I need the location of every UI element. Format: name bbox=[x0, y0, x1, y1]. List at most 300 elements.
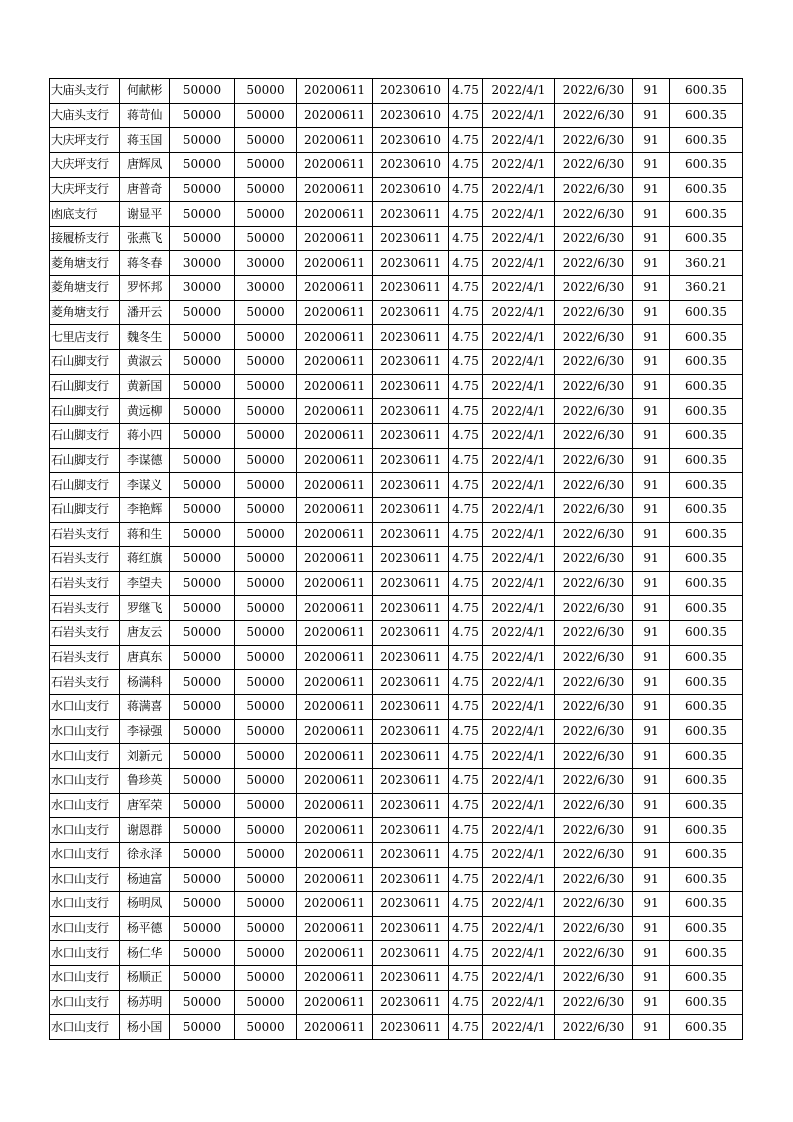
name-cell: 杨平德 bbox=[120, 916, 170, 941]
days-cell: 91 bbox=[633, 892, 670, 917]
branch-cell: 水口山支行 bbox=[50, 966, 120, 991]
period-end-cell: 2022/6/30 bbox=[555, 325, 633, 350]
interest-cell: 600.35 bbox=[670, 793, 743, 818]
rate-cell: 4.75 bbox=[449, 177, 483, 202]
days-cell: 91 bbox=[633, 547, 670, 572]
name-cell: 蒋冬春 bbox=[120, 251, 170, 276]
period-end-cell: 2022/6/30 bbox=[555, 719, 633, 744]
days-cell: 91 bbox=[633, 818, 670, 843]
name-cell: 李望夫 bbox=[120, 571, 170, 596]
balance-cell: 50000 bbox=[235, 522, 297, 547]
period-end-cell: 2022/6/30 bbox=[555, 423, 633, 448]
period-end-cell: 2022/6/30 bbox=[555, 448, 633, 473]
start-date-cell: 20200611 bbox=[297, 793, 373, 818]
period-start-cell: 2022/4/1 bbox=[483, 818, 555, 843]
period-start-cell: 2022/4/1 bbox=[483, 473, 555, 498]
table-row bbox=[50, 128, 743, 153]
period-start-cell: 2022/4/1 bbox=[483, 966, 555, 991]
branch-cell: 水口山支行 bbox=[50, 768, 120, 793]
loan-amount-cell: 50000 bbox=[170, 621, 235, 646]
period-end-cell: 2022/6/30 bbox=[555, 966, 633, 991]
interest-cell: 600.35 bbox=[670, 1015, 743, 1040]
end-date-cell: 20230610 bbox=[373, 79, 449, 104]
branch-cell: 石岩头支行 bbox=[50, 670, 120, 695]
rate-cell: 4.75 bbox=[449, 497, 483, 522]
period-end-cell: 2022/6/30 bbox=[555, 473, 633, 498]
rate-cell: 4.75 bbox=[449, 473, 483, 498]
end-date-cell: 20230611 bbox=[373, 892, 449, 917]
interest-cell: 600.35 bbox=[670, 79, 743, 104]
interest-cell: 600.35 bbox=[670, 300, 743, 325]
end-date-cell: 20230611 bbox=[373, 768, 449, 793]
end-date-cell: 20230611 bbox=[373, 325, 449, 350]
start-date-cell: 20200611 bbox=[297, 325, 373, 350]
days-cell: 91 bbox=[633, 571, 670, 596]
period-end-cell: 2022/6/30 bbox=[555, 350, 633, 375]
end-date-cell: 20230610 bbox=[373, 128, 449, 153]
loan-amount-cell: 50000 bbox=[170, 325, 235, 350]
period-start-cell: 2022/4/1 bbox=[483, 941, 555, 966]
days-cell: 91 bbox=[633, 596, 670, 621]
start-date-cell: 20200611 bbox=[297, 128, 373, 153]
balance-cell: 50000 bbox=[235, 645, 297, 670]
start-date-cell: 20200611 bbox=[297, 571, 373, 596]
interest-cell: 600.35 bbox=[670, 670, 743, 695]
days-cell: 91 bbox=[633, 276, 670, 301]
branch-cell: 水口山支行 bbox=[50, 916, 120, 941]
days-cell: 91 bbox=[633, 202, 670, 227]
loan-amount-cell: 50000 bbox=[170, 300, 235, 325]
period-start-cell: 2022/4/1 bbox=[483, 768, 555, 793]
balance-cell: 50000 bbox=[235, 128, 297, 153]
days-cell: 91 bbox=[633, 621, 670, 646]
rate-cell: 4.75 bbox=[449, 103, 483, 128]
start-date-cell: 20200611 bbox=[297, 522, 373, 547]
table-row bbox=[50, 350, 743, 375]
table-row bbox=[50, 522, 743, 547]
start-date-cell: 20200611 bbox=[297, 226, 373, 251]
name-cell: 蒋苛仙 bbox=[120, 103, 170, 128]
start-date-cell: 20200611 bbox=[297, 621, 373, 646]
loan-amount-cell: 50000 bbox=[170, 448, 235, 473]
name-cell: 李谋德 bbox=[120, 448, 170, 473]
table-row bbox=[50, 768, 743, 793]
days-cell: 91 bbox=[633, 522, 670, 547]
balance-cell: 50000 bbox=[235, 423, 297, 448]
days-cell: 91 bbox=[633, 350, 670, 375]
days-cell: 91 bbox=[633, 867, 670, 892]
table-row bbox=[50, 645, 743, 670]
end-date-cell: 20230611 bbox=[373, 621, 449, 646]
rate-cell: 4.75 bbox=[449, 621, 483, 646]
end-date-cell: 20230611 bbox=[373, 276, 449, 301]
period-end-cell: 2022/6/30 bbox=[555, 399, 633, 424]
table-row bbox=[50, 916, 743, 941]
rate-cell: 4.75 bbox=[449, 596, 483, 621]
balance-cell: 30000 bbox=[235, 251, 297, 276]
period-end-cell: 2022/6/30 bbox=[555, 276, 633, 301]
interest-cell: 600.35 bbox=[670, 325, 743, 350]
loan-amount-cell: 50000 bbox=[170, 744, 235, 769]
rate-cell: 4.75 bbox=[449, 744, 483, 769]
name-cell: 刘新元 bbox=[120, 744, 170, 769]
table-row bbox=[50, 276, 743, 301]
end-date-cell: 20230611 bbox=[373, 251, 449, 276]
period-end-cell: 2022/6/30 bbox=[555, 251, 633, 276]
name-cell: 唐友云 bbox=[120, 621, 170, 646]
loan-amount-cell: 50000 bbox=[170, 966, 235, 991]
loan-amount-cell: 50000 bbox=[170, 399, 235, 424]
period-start-cell: 2022/4/1 bbox=[483, 497, 555, 522]
name-cell: 杨满科 bbox=[120, 670, 170, 695]
start-date-cell: 20200611 bbox=[297, 768, 373, 793]
end-date-cell: 20230610 bbox=[373, 103, 449, 128]
days-cell: 91 bbox=[633, 941, 670, 966]
rate-cell: 4.75 bbox=[449, 202, 483, 227]
loan-amount-cell: 50000 bbox=[170, 177, 235, 202]
days-cell: 91 bbox=[633, 399, 670, 424]
end-date-cell: 20230611 bbox=[373, 423, 449, 448]
interest-cell: 600.35 bbox=[670, 768, 743, 793]
days-cell: 91 bbox=[633, 152, 670, 177]
branch-cell: 七里店支行 bbox=[50, 325, 120, 350]
interest-cell: 600.35 bbox=[670, 128, 743, 153]
interest-cell: 600.35 bbox=[670, 695, 743, 720]
balance-cell: 50000 bbox=[235, 719, 297, 744]
balance-cell: 50000 bbox=[235, 325, 297, 350]
table-row bbox=[50, 596, 743, 621]
days-cell: 91 bbox=[633, 916, 670, 941]
period-end-cell: 2022/6/30 bbox=[555, 695, 633, 720]
end-date-cell: 20230611 bbox=[373, 596, 449, 621]
start-date-cell: 20200611 bbox=[297, 990, 373, 1015]
branch-cell: 菱角塘支行 bbox=[50, 276, 120, 301]
rate-cell: 4.75 bbox=[449, 719, 483, 744]
period-end-cell: 2022/6/30 bbox=[555, 990, 633, 1015]
period-end-cell: 2022/6/30 bbox=[555, 744, 633, 769]
table-row bbox=[50, 79, 743, 104]
table-row bbox=[50, 423, 743, 448]
loan-amount-cell: 50000 bbox=[170, 916, 235, 941]
rate-cell: 4.75 bbox=[449, 867, 483, 892]
days-cell: 91 bbox=[633, 670, 670, 695]
branch-cell: 水口山支行 bbox=[50, 842, 120, 867]
start-date-cell: 20200611 bbox=[297, 966, 373, 991]
loan-amount-cell: 50000 bbox=[170, 695, 235, 720]
balance-cell: 50000 bbox=[235, 300, 297, 325]
table-row bbox=[50, 473, 743, 498]
end-date-cell: 20230611 bbox=[373, 226, 449, 251]
end-date-cell: 20230610 bbox=[373, 152, 449, 177]
period-start-cell: 2022/4/1 bbox=[483, 226, 555, 251]
interest-cell: 600.35 bbox=[670, 941, 743, 966]
days-cell: 91 bbox=[633, 177, 670, 202]
rate-cell: 4.75 bbox=[449, 128, 483, 153]
end-date-cell: 20230611 bbox=[373, 571, 449, 596]
name-cell: 唐辉凤 bbox=[120, 152, 170, 177]
period-end-cell: 2022/6/30 bbox=[555, 621, 633, 646]
table-body bbox=[50, 79, 743, 1040]
period-start-cell: 2022/4/1 bbox=[483, 547, 555, 572]
branch-cell: 水口山支行 bbox=[50, 990, 120, 1015]
period-end-cell: 2022/6/30 bbox=[555, 152, 633, 177]
end-date-cell: 20230611 bbox=[373, 941, 449, 966]
period-start-cell: 2022/4/1 bbox=[483, 350, 555, 375]
start-date-cell: 20200611 bbox=[297, 547, 373, 572]
balance-cell: 50000 bbox=[235, 399, 297, 424]
loan-amount-cell: 50000 bbox=[170, 670, 235, 695]
period-start-cell: 2022/4/1 bbox=[483, 325, 555, 350]
balance-cell: 50000 bbox=[235, 1015, 297, 1040]
name-cell: 李谋义 bbox=[120, 473, 170, 498]
start-date-cell: 20200611 bbox=[297, 842, 373, 867]
interest-cell: 600.35 bbox=[670, 177, 743, 202]
balance-cell: 50000 bbox=[235, 818, 297, 843]
interest-cell: 600.35 bbox=[670, 744, 743, 769]
loan-amount-cell: 50000 bbox=[170, 719, 235, 744]
balance-cell: 50000 bbox=[235, 966, 297, 991]
end-date-cell: 20230611 bbox=[373, 497, 449, 522]
balance-cell: 50000 bbox=[235, 768, 297, 793]
table-row bbox=[50, 793, 743, 818]
rate-cell: 4.75 bbox=[449, 79, 483, 104]
branch-cell: 水口山支行 bbox=[50, 1015, 120, 1040]
period-start-cell: 2022/4/1 bbox=[483, 300, 555, 325]
days-cell: 91 bbox=[633, 695, 670, 720]
start-date-cell: 20200611 bbox=[297, 670, 373, 695]
days-cell: 91 bbox=[633, 251, 670, 276]
table-row bbox=[50, 374, 743, 399]
loan-amount-cell: 50000 bbox=[170, 423, 235, 448]
table-row bbox=[50, 892, 743, 917]
interest-cell: 600.35 bbox=[670, 916, 743, 941]
start-date-cell: 20200611 bbox=[297, 448, 373, 473]
branch-cell: 水口山支行 bbox=[50, 744, 120, 769]
name-cell: 黄远柳 bbox=[120, 399, 170, 424]
branch-cell: 石山脚支行 bbox=[50, 374, 120, 399]
branch-cell: 大庆坪支行 bbox=[50, 128, 120, 153]
period-end-cell: 2022/6/30 bbox=[555, 300, 633, 325]
period-end-cell: 2022/6/30 bbox=[555, 941, 633, 966]
start-date-cell: 20200611 bbox=[297, 497, 373, 522]
table-row bbox=[50, 300, 743, 325]
days-cell: 91 bbox=[633, 128, 670, 153]
branch-cell: 水口山支行 bbox=[50, 818, 120, 843]
name-cell: 唐普奇 bbox=[120, 177, 170, 202]
interest-cell: 600.35 bbox=[670, 547, 743, 572]
branch-cell: 水口山支行 bbox=[50, 867, 120, 892]
rate-cell: 4.75 bbox=[449, 990, 483, 1015]
start-date-cell: 20200611 bbox=[297, 719, 373, 744]
name-cell: 张燕飞 bbox=[120, 226, 170, 251]
days-cell: 91 bbox=[633, 768, 670, 793]
branch-cell: 菱角塘支行 bbox=[50, 251, 120, 276]
end-date-cell: 20230611 bbox=[373, 793, 449, 818]
days-cell: 91 bbox=[633, 325, 670, 350]
loan-amount-cell: 30000 bbox=[170, 276, 235, 301]
period-start-cell: 2022/4/1 bbox=[483, 128, 555, 153]
period-end-cell: 2022/6/30 bbox=[555, 596, 633, 621]
period-start-cell: 2022/4/1 bbox=[483, 842, 555, 867]
name-cell: 杨小国 bbox=[120, 1015, 170, 1040]
interest-cell: 600.35 bbox=[670, 990, 743, 1015]
end-date-cell: 20230611 bbox=[373, 547, 449, 572]
branch-cell: 水口山支行 bbox=[50, 793, 120, 818]
days-cell: 91 bbox=[633, 842, 670, 867]
loan-amount-cell: 50000 bbox=[170, 941, 235, 966]
start-date-cell: 20200611 bbox=[297, 300, 373, 325]
interest-cell: 600.35 bbox=[670, 399, 743, 424]
loan-amount-cell: 50000 bbox=[170, 892, 235, 917]
loan-amount-cell: 50000 bbox=[170, 374, 235, 399]
period-end-cell: 2022/6/30 bbox=[555, 177, 633, 202]
table-row bbox=[50, 867, 743, 892]
days-cell: 91 bbox=[633, 448, 670, 473]
period-start-cell: 2022/4/1 bbox=[483, 522, 555, 547]
balance-cell: 50000 bbox=[235, 350, 297, 375]
period-start-cell: 2022/4/1 bbox=[483, 596, 555, 621]
branch-cell: 大庙头支行 bbox=[50, 79, 120, 104]
rate-cell: 4.75 bbox=[449, 251, 483, 276]
period-end-cell: 2022/6/30 bbox=[555, 522, 633, 547]
rate-cell: 4.75 bbox=[449, 152, 483, 177]
table-row bbox=[50, 399, 743, 424]
period-end-cell: 2022/6/30 bbox=[555, 202, 633, 227]
balance-cell: 50000 bbox=[235, 892, 297, 917]
interest-cell: 600.35 bbox=[670, 571, 743, 596]
loan-amount-cell: 50000 bbox=[170, 79, 235, 104]
balance-cell: 50000 bbox=[235, 990, 297, 1015]
name-cell: 杨仁华 bbox=[120, 941, 170, 966]
name-cell: 蒋满喜 bbox=[120, 695, 170, 720]
rate-cell: 4.75 bbox=[449, 892, 483, 917]
loan-amount-cell: 50000 bbox=[170, 152, 235, 177]
table-row bbox=[50, 621, 743, 646]
interest-cell: 600.35 bbox=[670, 374, 743, 399]
period-start-cell: 2022/4/1 bbox=[483, 1015, 555, 1040]
period-start-cell: 2022/4/1 bbox=[483, 793, 555, 818]
branch-cell: 石岩头支行 bbox=[50, 621, 120, 646]
period-start-cell: 2022/4/1 bbox=[483, 423, 555, 448]
balance-cell: 50000 bbox=[235, 226, 297, 251]
balance-cell: 50000 bbox=[235, 941, 297, 966]
interest-cell: 600.35 bbox=[670, 842, 743, 867]
rate-cell: 4.75 bbox=[449, 300, 483, 325]
rate-cell: 4.75 bbox=[449, 448, 483, 473]
start-date-cell: 20200611 bbox=[297, 202, 373, 227]
interest-cell: 600.35 bbox=[670, 152, 743, 177]
start-date-cell: 20200611 bbox=[297, 645, 373, 670]
rate-cell: 4.75 bbox=[449, 916, 483, 941]
start-date-cell: 20200611 bbox=[297, 79, 373, 104]
table-row bbox=[50, 448, 743, 473]
rate-cell: 4.75 bbox=[449, 374, 483, 399]
name-cell: 蒋玉国 bbox=[120, 128, 170, 153]
branch-cell: 石岩头支行 bbox=[50, 645, 120, 670]
interest-cell: 600.35 bbox=[670, 522, 743, 547]
period-start-cell: 2022/4/1 bbox=[483, 448, 555, 473]
rate-cell: 4.75 bbox=[449, 670, 483, 695]
table-row bbox=[50, 571, 743, 596]
days-cell: 91 bbox=[633, 103, 670, 128]
period-end-cell: 2022/6/30 bbox=[555, 892, 633, 917]
period-start-cell: 2022/4/1 bbox=[483, 621, 555, 646]
name-cell: 蒋红旗 bbox=[120, 547, 170, 572]
rate-cell: 4.75 bbox=[449, 399, 483, 424]
end-date-cell: 20230611 bbox=[373, 448, 449, 473]
balance-cell: 50000 bbox=[235, 916, 297, 941]
branch-cell: 凼底支行 bbox=[50, 202, 120, 227]
balance-cell: 50000 bbox=[235, 842, 297, 867]
table-row bbox=[50, 966, 743, 991]
start-date-cell: 20200611 bbox=[297, 103, 373, 128]
rate-cell: 4.75 bbox=[449, 547, 483, 572]
table-row bbox=[50, 842, 743, 867]
days-cell: 91 bbox=[633, 966, 670, 991]
period-end-cell: 2022/6/30 bbox=[555, 1015, 633, 1040]
end-date-cell: 20230611 bbox=[373, 990, 449, 1015]
name-cell: 杨迪富 bbox=[120, 867, 170, 892]
name-cell: 鲁珍英 bbox=[120, 768, 170, 793]
loan-amount-cell: 50000 bbox=[170, 103, 235, 128]
period-end-cell: 2022/6/30 bbox=[555, 374, 633, 399]
table-row bbox=[50, 670, 743, 695]
branch-cell: 石山脚支行 bbox=[50, 497, 120, 522]
end-date-cell: 20230611 bbox=[373, 867, 449, 892]
period-start-cell: 2022/4/1 bbox=[483, 867, 555, 892]
period-end-cell: 2022/6/30 bbox=[555, 793, 633, 818]
days-cell: 91 bbox=[633, 423, 670, 448]
interest-cell: 600.35 bbox=[670, 350, 743, 375]
table-row bbox=[50, 719, 743, 744]
name-cell: 蒋小四 bbox=[120, 423, 170, 448]
days-cell: 91 bbox=[633, 719, 670, 744]
interest-cell: 600.35 bbox=[670, 448, 743, 473]
name-cell: 谢恩群 bbox=[120, 818, 170, 843]
start-date-cell: 20200611 bbox=[297, 892, 373, 917]
rate-cell: 4.75 bbox=[449, 941, 483, 966]
loan-amount-cell: 50000 bbox=[170, 842, 235, 867]
period-end-cell: 2022/6/30 bbox=[555, 768, 633, 793]
balance-cell: 50000 bbox=[235, 202, 297, 227]
name-cell: 罗继飞 bbox=[120, 596, 170, 621]
start-date-cell: 20200611 bbox=[297, 399, 373, 424]
loan-amount-cell: 50000 bbox=[170, 473, 235, 498]
start-date-cell: 20200611 bbox=[297, 941, 373, 966]
period-end-cell: 2022/6/30 bbox=[555, 547, 633, 572]
days-cell: 91 bbox=[633, 744, 670, 769]
period-end-cell: 2022/6/30 bbox=[555, 497, 633, 522]
period-start-cell: 2022/4/1 bbox=[483, 719, 555, 744]
branch-cell: 大庆坪支行 bbox=[50, 177, 120, 202]
name-cell: 黄新国 bbox=[120, 374, 170, 399]
period-start-cell: 2022/4/1 bbox=[483, 374, 555, 399]
days-cell: 91 bbox=[633, 793, 670, 818]
days-cell: 91 bbox=[633, 79, 670, 104]
period-start-cell: 2022/4/1 bbox=[483, 990, 555, 1015]
name-cell: 唐军荣 bbox=[120, 793, 170, 818]
balance-cell: 30000 bbox=[235, 276, 297, 301]
rate-cell: 4.75 bbox=[449, 695, 483, 720]
branch-cell: 石岩头支行 bbox=[50, 522, 120, 547]
branch-cell: 水口山支行 bbox=[50, 892, 120, 917]
period-start-cell: 2022/4/1 bbox=[483, 79, 555, 104]
end-date-cell: 20230611 bbox=[373, 818, 449, 843]
start-date-cell: 20200611 bbox=[297, 177, 373, 202]
balance-cell: 50000 bbox=[235, 867, 297, 892]
end-date-cell: 20230611 bbox=[373, 744, 449, 769]
name-cell: 唐真东 bbox=[120, 645, 170, 670]
